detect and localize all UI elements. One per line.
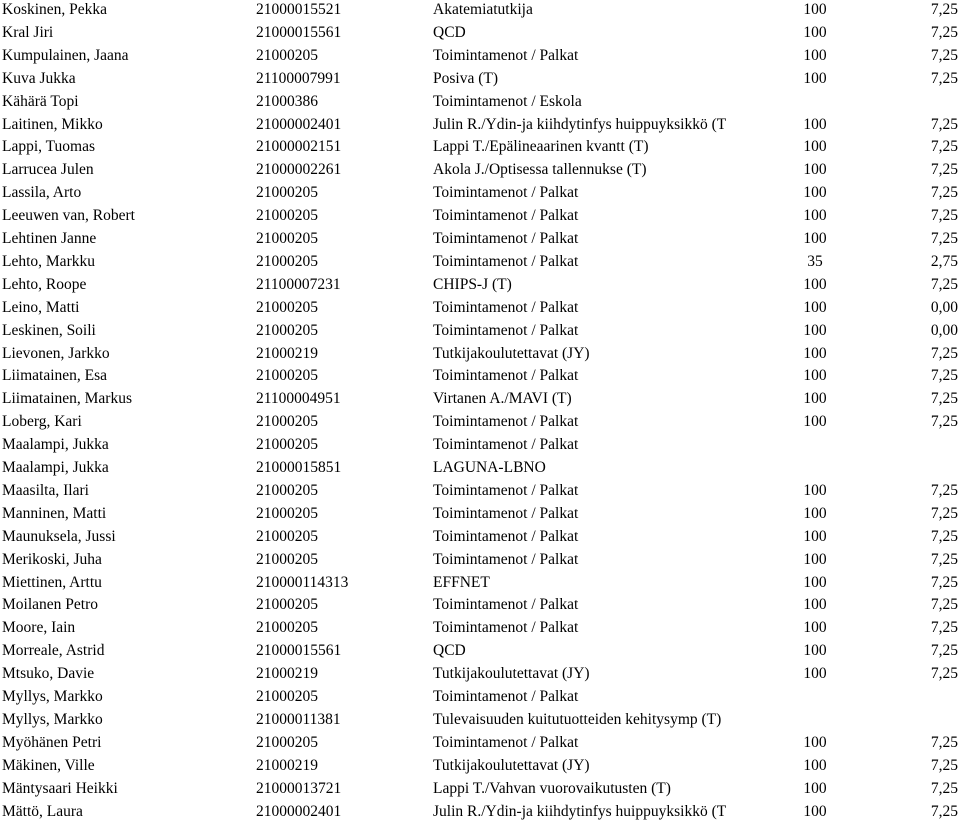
table-row [0, 69, 960, 92]
account-code-cell: 21000205 [256, 435, 426, 455]
hours-cell: 2,75 [870, 252, 958, 272]
name-cell: Kral Jiri [2, 23, 248, 43]
percent-cell: 100 [770, 664, 860, 684]
table-row [0, 710, 960, 733]
name-cell: Laitinen, Mikko [2, 115, 248, 135]
name-cell: Maunuksela, Jussi [2, 527, 248, 547]
project-cell: Toimintamenot / Palkat [433, 504, 768, 524]
table-row [0, 550, 960, 573]
hours-cell: 7,25 [870, 595, 958, 615]
table-row [0, 252, 960, 275]
account-code-cell: 21000219 [256, 344, 426, 364]
table-row [0, 115, 960, 138]
project-cell: Toimintamenot / Palkat [433, 229, 768, 249]
hours-cell: 7,25 [870, 366, 958, 386]
percent-cell: 100 [770, 115, 860, 135]
project-cell: Toimintamenot / Palkat [433, 412, 768, 432]
name-cell: Lehtinen Janne [2, 229, 248, 249]
name-cell: Lappi, Tuomas [2, 137, 248, 157]
name-cell: Maalampi, Jukka [2, 435, 248, 455]
project-cell: Tutkijakoulutettavat (JY) [433, 344, 768, 364]
name-cell: Mättö, Laura [2, 802, 248, 822]
hours-cell: 0,00 [870, 321, 958, 341]
account-code-cell: 21000013721 [256, 779, 426, 799]
table-row [0, 321, 960, 344]
hours-cell: 7,25 [870, 573, 958, 593]
account-code-cell: 21000205 [256, 183, 426, 203]
percent-cell: 100 [770, 573, 860, 593]
project-cell: Virtanen A./MAVI (T) [433, 389, 768, 409]
name-cell: Maalampi, Jukka [2, 458, 248, 478]
percent-cell: 100 [770, 298, 860, 318]
account-code-cell: 21000205 [256, 481, 426, 501]
name-cell: Lassila, Arto [2, 183, 248, 203]
percent-cell: 100 [770, 389, 860, 409]
name-cell: Manninen, Matti [2, 504, 248, 524]
table-row [0, 435, 960, 458]
table-row [0, 458, 960, 481]
hours-cell: 7,25 [870, 275, 958, 295]
account-code-cell: 21000205 [256, 412, 426, 432]
hours-cell: 0,00 [870, 298, 958, 318]
name-cell: Myllys, Markko [2, 710, 248, 730]
account-code-cell: 21000205 [256, 733, 426, 753]
account-code-cell: 21000205 [256, 252, 426, 272]
hours-cell: 7,25 [870, 46, 958, 66]
hours-cell: 7,25 [870, 0, 958, 20]
table-row [0, 23, 960, 46]
account-code-cell: 21000015851 [256, 458, 426, 478]
name-cell: Leskinen, Soili [2, 321, 248, 341]
project-cell: Toimintamenot / Palkat [433, 252, 768, 272]
name-cell: Maasilta, Ilari [2, 481, 248, 501]
project-cell: QCD [433, 23, 768, 43]
percent-cell: 100 [770, 412, 860, 432]
percent-cell: 100 [770, 344, 860, 364]
name-cell: Moilanen Petro [2, 595, 248, 615]
project-cell: Tutkijakoulutettavat (JY) [433, 664, 768, 684]
percent-cell: 100 [770, 0, 860, 20]
hours-cell: 7,25 [870, 550, 958, 570]
project-cell: Julin R./Ydin-ja kiihdytinfys huippuyksikkö (T [433, 802, 768, 822]
percent-cell: 100 [770, 733, 860, 753]
table-row [0, 687, 960, 710]
hours-cell: 7,25 [870, 641, 958, 661]
account-code-cell: 21000011381 [256, 710, 426, 730]
name-cell: Lehto, Markku [2, 252, 248, 272]
project-cell: CHIPS-J (T) [433, 275, 768, 295]
hours-cell: 7,25 [870, 344, 958, 364]
percent-cell: 100 [770, 23, 860, 43]
table-row [0, 206, 960, 229]
project-cell: Lappi T./Epälineaarinen kvantt (T) [433, 137, 768, 157]
table-row [0, 298, 960, 321]
hours-cell: 7,25 [870, 481, 958, 501]
project-cell: EFFNET [433, 573, 768, 593]
hours-cell: 7,25 [870, 664, 958, 684]
project-cell: QCD [433, 641, 768, 661]
name-cell: Liimatainen, Esa [2, 366, 248, 386]
table-row [0, 733, 960, 756]
table-row [0, 46, 960, 69]
hours-cell: 7,25 [870, 229, 958, 249]
account-code-cell: 21000219 [256, 664, 426, 684]
percent-cell: 100 [770, 160, 860, 180]
percent-cell: 100 [770, 69, 860, 89]
account-code-cell: 21000205 [256, 46, 426, 66]
name-cell: Liimatainen, Markus [2, 389, 248, 409]
table-row [0, 92, 960, 115]
hours-cell: 7,25 [870, 733, 958, 753]
percent-cell: 100 [770, 595, 860, 615]
name-cell: Miettinen, Arttu [2, 573, 248, 593]
project-cell: Lappi T./Vahvan vuorovaikutusten (T) [433, 779, 768, 799]
project-cell: Toimintamenot / Eskola [433, 92, 768, 112]
project-cell: Tutkijakoulutettavat (JY) [433, 756, 768, 776]
percent-cell: 100 [770, 229, 860, 249]
account-code-cell: 21000002261 [256, 160, 426, 180]
percent-cell: 100 [770, 504, 860, 524]
name-cell: Mäntysaari Heikki [2, 779, 248, 799]
account-code-cell: 21100007991 [256, 69, 426, 89]
name-cell: Merikoski, Juha [2, 550, 248, 570]
percent-cell: 100 [770, 321, 860, 341]
account-code-cell: 21000205 [256, 687, 426, 707]
name-cell: Moore, Iain [2, 618, 248, 638]
percent-cell: 100 [770, 550, 860, 570]
table-row [0, 275, 960, 298]
hours-cell: 7,25 [870, 527, 958, 547]
account-code-cell: 21000205 [256, 618, 426, 638]
table-row [0, 481, 960, 504]
hours-cell: 7,25 [870, 69, 958, 89]
name-cell: Lievonen, Jarkko [2, 344, 248, 364]
account-code-cell: 21000205 [256, 298, 426, 318]
project-cell: Toimintamenot / Palkat [433, 527, 768, 547]
hours-cell: 7,25 [870, 756, 958, 776]
account-code-cell: 21100007231 [256, 275, 426, 295]
account-code-cell: 21000015561 [256, 641, 426, 661]
hours-cell: 7,25 [870, 412, 958, 432]
hours-cell: 7,25 [870, 206, 958, 226]
percent-cell: 100 [770, 137, 860, 157]
hours-cell: 7,25 [870, 504, 958, 524]
name-cell: Mtsuko, Davie [2, 664, 248, 684]
hours-cell: 7,25 [870, 779, 958, 799]
name-cell: Leeuwen van, Robert [2, 206, 248, 226]
hours-cell: 7,25 [870, 160, 958, 180]
account-code-cell: 21000205 [256, 550, 426, 570]
table-row [0, 527, 960, 550]
project-cell: Julin R./Ydin-ja kiihdytinfys huippuyksikkö (T [433, 115, 768, 135]
name-cell: Myöhänen Petri [2, 733, 248, 753]
percent-cell: 35 [770, 252, 860, 272]
name-cell: Kuva Jukka [2, 69, 248, 89]
account-code-cell: 21000002151 [256, 137, 426, 157]
project-cell: Toimintamenot / Palkat [433, 298, 768, 318]
table-row [0, 183, 960, 206]
percent-cell: 100 [770, 481, 860, 501]
name-cell: Morreale, Astrid [2, 641, 248, 661]
table-row [0, 779, 960, 802]
hours-cell: 7,25 [870, 389, 958, 409]
account-code-cell: 21000205 [256, 527, 426, 547]
project-cell: Toimintamenot / Palkat [433, 435, 768, 455]
project-cell: Toimintamenot / Palkat [433, 206, 768, 226]
table-row [0, 366, 960, 389]
percent-cell: 100 [770, 641, 860, 661]
project-cell: Akola J./Optisessa tallennukse (T) [433, 160, 768, 180]
hours-cell: 7,25 [870, 115, 958, 135]
table-row [0, 137, 960, 160]
account-code-cell: 21000386 [256, 92, 426, 112]
project-cell: Toimintamenot / Palkat [433, 550, 768, 570]
project-cell: Akatemiatutkija [433, 0, 768, 20]
name-cell: Lehto, Roope [2, 275, 248, 295]
percent-cell: 100 [770, 618, 860, 638]
account-code-cell: 210000114313 [256, 573, 426, 593]
percent-cell: 100 [770, 275, 860, 295]
account-code-cell: 21000219 [256, 756, 426, 776]
project-cell: Toimintamenot / Palkat [433, 687, 768, 707]
table-row [0, 618, 960, 641]
table-row [0, 756, 960, 779]
project-cell: Posiva (T) [433, 69, 768, 89]
table-row [0, 664, 960, 687]
project-cell: Toimintamenot / Palkat [433, 595, 768, 615]
project-cell: Toimintamenot / Palkat [433, 183, 768, 203]
hours-cell: 7,25 [870, 802, 958, 822]
name-cell: Loberg, Kari [2, 412, 248, 432]
account-code-cell: 21000002401 [256, 115, 426, 135]
table-row [0, 229, 960, 252]
table-row [0, 595, 960, 618]
percent-cell: 100 [770, 366, 860, 386]
table-row [0, 344, 960, 367]
hours-cell: 7,25 [870, 618, 958, 638]
project-cell: Tulevaisuuden kuitutuotteiden kehitysymp (T) [433, 710, 768, 730]
account-code-cell: 21000205 [256, 206, 426, 226]
account-code-cell: 21000205 [256, 595, 426, 615]
percent-cell: 100 [770, 206, 860, 226]
percent-cell: 100 [770, 46, 860, 66]
name-cell: Koskinen, Pekka [2, 0, 248, 20]
table-row [0, 504, 960, 527]
percent-cell: 100 [770, 756, 860, 776]
project-cell: Toimintamenot / Palkat [433, 46, 768, 66]
percent-cell: 100 [770, 527, 860, 547]
name-cell: Mäkinen, Ville [2, 756, 248, 776]
hours-cell: 7,25 [870, 183, 958, 203]
account-code-cell: 21100004951 [256, 389, 426, 409]
percent-cell: 100 [770, 779, 860, 799]
table-row [0, 0, 960, 23]
project-cell: Toimintamenot / Palkat [433, 733, 768, 753]
name-cell: Myllys, Markko [2, 687, 248, 707]
percent-cell: 100 [770, 802, 860, 822]
account-code-cell: 21000002401 [256, 802, 426, 822]
table-row [0, 641, 960, 664]
table-row [0, 573, 960, 596]
table-row [0, 412, 960, 435]
table-row [0, 160, 960, 183]
account-code-cell: 21000015561 [256, 23, 426, 43]
table-row [0, 389, 960, 412]
project-cell: Toimintamenot / Palkat [433, 481, 768, 501]
account-code-cell: 21000205 [256, 366, 426, 386]
account-code-cell: 21000015521 [256, 0, 426, 20]
hours-cell: 7,25 [870, 137, 958, 157]
hours-cell: 7,25 [870, 23, 958, 43]
name-cell: Kumpulainen, Jaana [2, 46, 248, 66]
account-code-cell: 21000205 [256, 321, 426, 341]
name-cell: Kähärä Topi [2, 92, 248, 112]
account-code-cell: 21000205 [256, 504, 426, 524]
percent-cell: 100 [770, 183, 860, 203]
name-cell: Leino, Matti [2, 298, 248, 318]
account-code-cell: 21000205 [256, 229, 426, 249]
project-cell: Toimintamenot / Palkat [433, 321, 768, 341]
project-cell: Toimintamenot / Palkat [433, 618, 768, 638]
project-cell: Toimintamenot / Palkat [433, 366, 768, 386]
project-cell: LAGUNA-LBNO [433, 458, 768, 478]
name-cell: Larrucea Julen [2, 160, 248, 180]
